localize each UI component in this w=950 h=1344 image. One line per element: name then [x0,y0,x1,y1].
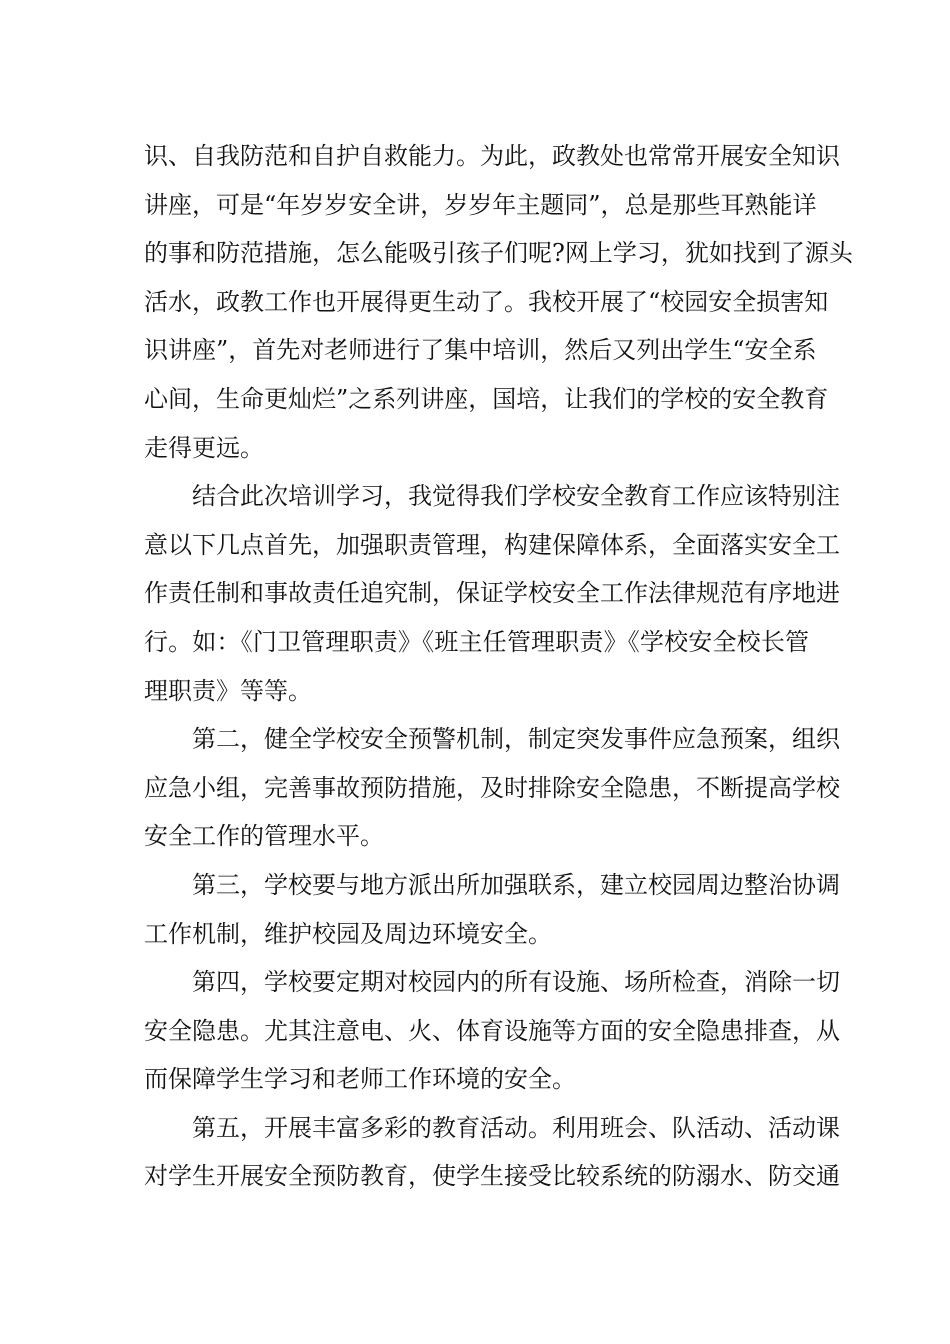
text-line: 讲座，可是“年岁岁安全讲，岁岁年主题同”，总是那些耳熟能详 [144,190,817,219]
text-line: 心间，生命更灿烂”之系列讲座，国培，让我们的学校的安全教育 [144,384,829,413]
text-line: 安全工作的管理水平。 [144,822,384,851]
text-line: 第五，开展丰富多彩的教育活动。利用班会、队活动、活动课 [192,1113,840,1142]
text-line: 走得更远。 [144,433,264,462]
text-line: 作责任制和事故责任追究制，保证学校安全工作法律规范有序地进 [144,579,840,608]
text-line: 意以下几点首先，加强职责管理，构建保障体系，全面落实安全工 [144,530,840,559]
text-line: 识、自我防范和自护自救能力。为此，政教处也常常开展安全知识 [144,142,840,170]
text-line: 结合此次培训学习，我觉得我们学校安全教育工作应该特别注 [192,482,840,511]
paragraph-6 [144,1104,840,1201]
text-line: 而保障学生学习和老师工作环境的安全。 [144,1065,576,1094]
paragraph-5 [144,958,840,1104]
text-line: 识讲座”，首先对老师进行了集中培训，然后又列出学生“安全系 [144,336,817,365]
paragraph-4 [144,861,840,958]
text-line: 安全隐患。尤其注意电、火、体育设施等方面的安全隐患排查，从 [144,1016,840,1045]
text-line: 行。如：《门卫管理职责》《班主任管理职责》《学校安全校长管 [144,627,809,656]
text-line: 第四，学校要定期对校园内的所有设施、场所检查，消除一切 [192,968,840,997]
document-body [144,132,853,1201]
paragraph-3 [144,715,840,861]
text-line: 的事和防范措施，怎么能吸引孩子们呢?网上学习，犹如找到了源头 [144,239,853,268]
paragraph-2 [144,472,840,715]
text-line: 对学生开展安全预防教育，使学生接受比较系统的防溺水、防交通 [144,1162,840,1191]
text-line: 第二，健全学校安全预警机制，制定突发事件应急预案，组织 [192,725,840,754]
text-line: 工作机制，维护校园及周边环境安全。 [144,919,552,948]
text-line: 理职责》等等。 [144,676,312,705]
text-line: 应急小组，完善事故预防措施，及时排除安全隐患，不断提高学校 [144,773,840,802]
paragraph-1 [144,132,853,472]
text-line: 第三，学校要与地方派出所加强联系，建立校园周边整治协调 [192,870,840,899]
text-line: 活水，政教工作也开展得更生动了。我校开展了“校园安全损害知 [144,287,829,316]
